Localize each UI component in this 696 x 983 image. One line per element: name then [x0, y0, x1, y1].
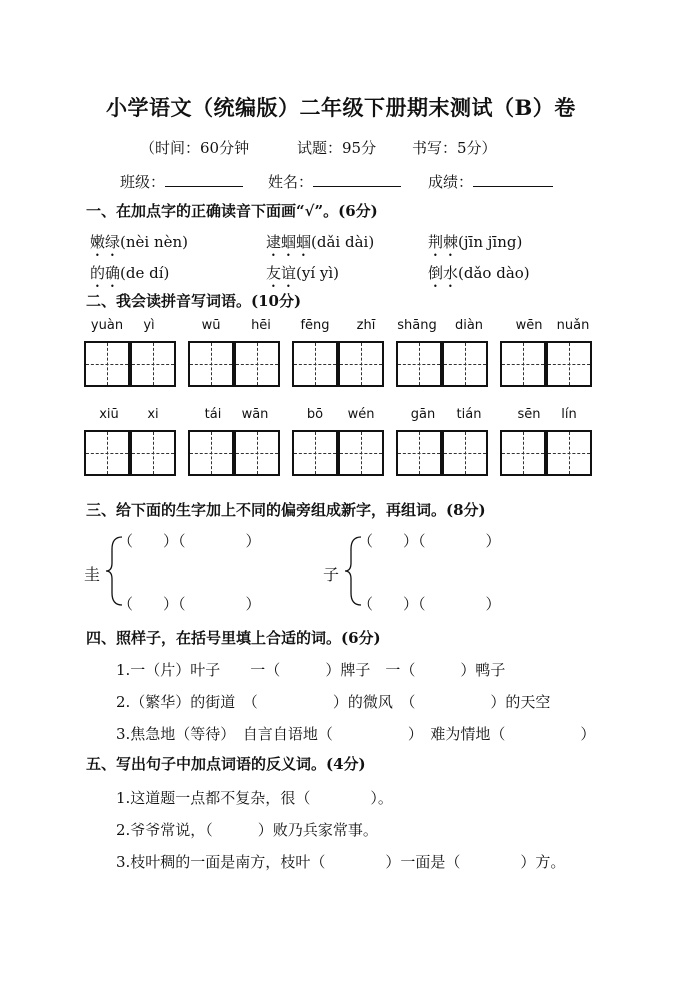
pinyin-choice-4: 的确(de dí) — [90, 264, 170, 282]
fill-line-3: 3.焦急地（等待） 自言自语地（ ） 难为情地（ ） — [116, 725, 596, 743]
name-field — [268, 171, 401, 192]
section-1-heading: 一、在加点字的正确读音下面画“√”。(6分) — [86, 202, 378, 220]
grade-field — [428, 171, 553, 192]
time-info: （时间：60分钟 — [140, 139, 250, 157]
grade-label: 成绩： — [428, 173, 474, 191]
pinyin-label: shāng — [397, 318, 437, 333]
writing-cell[interactable] — [84, 341, 130, 387]
pinyin-choice-6: 倒水(dǎo dào) — [428, 264, 530, 282]
writing-info: 书写：5分） — [412, 139, 497, 157]
writing-cell[interactable] — [84, 430, 130, 476]
pinyin-label: wān — [241, 407, 269, 422]
pinyin-label: nuǎn — [556, 318, 590, 333]
pinyin-label: gān — [410, 407, 436, 422]
grade-blank — [473, 172, 553, 187]
writing-cell[interactable] — [442, 430, 488, 476]
writing-cell[interactable] — [442, 341, 488, 387]
writing-cell[interactable] — [188, 341, 234, 387]
writing-cell[interactable] — [500, 430, 546, 476]
page-title: 小学语文（统编版）二年级下册期末测试（B）卷 — [106, 95, 576, 120]
class-blank — [165, 172, 243, 187]
fill-line-1: 1.一（片）叶子 一（ ）牌子 一（ ）鸭子 — [116, 661, 506, 679]
pinyin-label: lín — [561, 407, 577, 422]
writing-cell[interactable] — [292, 341, 338, 387]
writing-cell[interactable] — [338, 430, 384, 476]
pinyin-label: wēn — [515, 318, 543, 333]
writing-cell[interactable] — [130, 341, 176, 387]
class-field — [120, 171, 243, 192]
writing-cell[interactable] — [500, 341, 546, 387]
writing-cell[interactable] — [396, 430, 442, 476]
writing-cell[interactable] — [396, 341, 442, 387]
antonym-line-2: 2.爷爷常说，（ ）败乃兵家常事。 — [116, 821, 378, 839]
writing-cell[interactable] — [546, 430, 592, 476]
section-4-heading: 四、照样子，在括号里填上合适的词。(6分) — [86, 629, 381, 647]
compose-blank-2b: （ ）（ ） — [358, 595, 501, 613]
pinyin-label: wén — [347, 407, 375, 422]
antonym-line-3: 3.枝叶稠的一面是南方，枝叶（ ）一面是（ ）方。 — [116, 853, 566, 871]
fill-line-2: 2.（繁华）的街道 （ ）的微风 （ ）的天空 — [116, 693, 551, 711]
section-3-heading: 三、给下面的生字加上不同的偏旁组成新字，再组词。(8分) — [86, 501, 486, 519]
pinyin-label: tái — [204, 407, 222, 422]
pinyin-label: diàn — [454, 318, 484, 333]
pinyin-label: bō — [306, 407, 324, 422]
pinyin-label: yì — [143, 318, 155, 333]
writing-cell[interactable] — [546, 341, 592, 387]
base-character-2: 子 — [323, 565, 340, 584]
pinyin-label: zhī — [356, 318, 376, 333]
pinyin-label: hēi — [251, 318, 271, 333]
writing-cell[interactable] — [338, 341, 384, 387]
section-5-heading: 五、写出句子中加点词语的反义词。(4分) — [86, 755, 366, 773]
base-character-1: 圭 — [84, 565, 101, 584]
writing-cell[interactable] — [234, 430, 280, 476]
pinyin-label: sēn — [517, 407, 541, 422]
writing-cell[interactable] — [130, 430, 176, 476]
name-blank — [313, 172, 401, 187]
pinyin-choice-2: 逮蝈蝈(dǎi dài) — [266, 233, 375, 251]
compose-blank-1a: （ ）（ ） — [118, 532, 261, 550]
score-info: 试题：95分 — [297, 139, 377, 157]
compose-blank-1b: （ ）（ ） — [118, 595, 261, 613]
writing-cell[interactable] — [292, 430, 338, 476]
pinyin-label: fēng — [300, 318, 330, 333]
pinyin-label: yuàn — [90, 318, 124, 333]
pinyin-choice-1: 嫩绿(nèi nèn) — [90, 233, 189, 251]
class-label: 班级： — [120, 173, 166, 191]
antonym-line-1: 1.这道题一点都不复杂，很（ ）。 — [116, 789, 393, 807]
name-label: 姓名： — [268, 173, 314, 191]
pinyin-label: tián — [456, 407, 482, 422]
writing-cell[interactable] — [234, 341, 280, 387]
pinyin-label: xi — [147, 407, 159, 422]
pinyin-label: wū — [201, 318, 221, 333]
writing-cell[interactable] — [188, 430, 234, 476]
section-2-heading: 二、我会读拼音写词语。(10分) — [86, 292, 302, 310]
pinyin-label: xiū — [99, 407, 119, 422]
pinyin-choice-5: 友谊(yí yì) — [266, 264, 340, 282]
pinyin-choice-3: 荆棘(jīn jīng) — [428, 233, 523, 251]
compose-blank-2a: （ ）（ ） — [358, 532, 501, 550]
